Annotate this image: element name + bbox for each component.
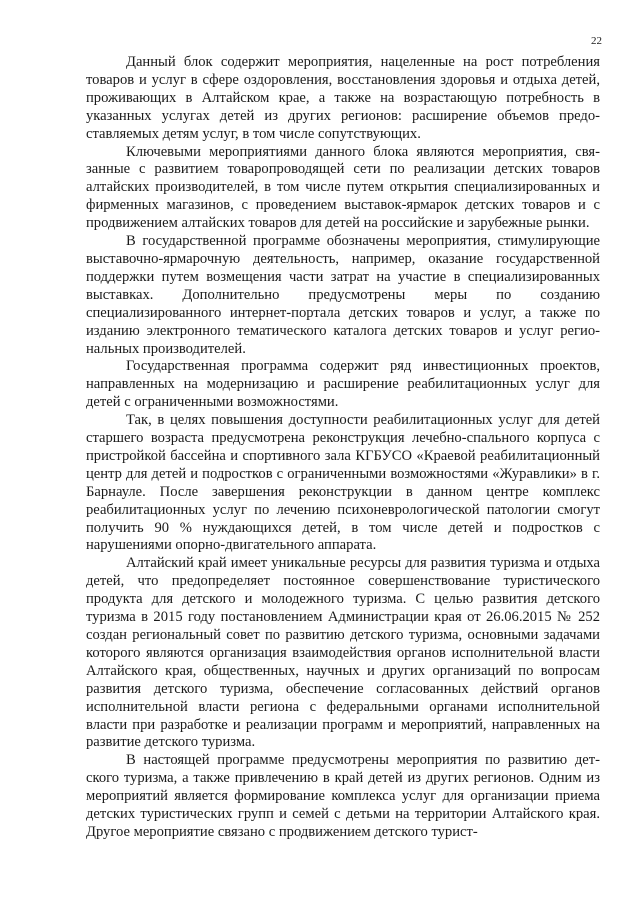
paragraph-7: В настоящей программе предусмотрены мероприятия по развитию детского туризма, а также привлечению в край детей из других регионов. Одним из мероприятий является формирование комплекса услуг для организации приема детских туристических групп и семей с детьми на территории Алтайского края. Другое мероприятие связано с продвижением детского турист- <box>86 752 600 840</box>
paragraph-5: Так, в целях повышения доступности реабилитационных услуг для детей старшего возраста предусмотрена реконструкция лечебно-спального корпуса с пристройкой бассейна и спортивного зала КГБУСО «Краевой реабилитационный центр для детей и подростков с ограниченными возможностями «Журавлики» в г. Барнауле. После завершения реконструкции в данном центре комплекс реабилитационных услуг по лечению психоневрологической патологии смогут получить 90 % нуждающихся детей, в том числе детей и подростков с нарушениями опорно-двигательного аппарата. <box>86 412 600 554</box>
paragraph-1: Данный блок содержит мероприятия, нацеленные на рост потребления товаров и услуг в сфере оздоровления, восстановления здоровья и отдыха детей, проживающих в Алтайском крае, а также на возрастающую потребность в указанных услугах детей из других регионов: расширение объемов предоставляемых детям услуг, в том числе сопутствующих. <box>86 54 600 142</box>
paragraph-4: Государственная программа содержит ряд инвестиционных проектов, направленных на модернизацию и расширение реабилитационных услуг для детей с ограниченными возможностями. <box>86 358 600 411</box>
body-text <box>86 54 600 842</box>
paragraph-2: Ключевыми мероприятиями данного блока являются мероприятия, связанные с развитием товаропроводящей сети по реализации детских товаров алтайских производителей, в том числе путем открытия специализированных и фирменных магазинов, с проведением выставок-ярмарок детских товаров и с продвижением алтайских товаров для детей на российские и зарубежные рынки. <box>86 143 600 232</box>
page-number: 22 <box>591 35 602 47</box>
paragraph-3: В государственной программе обозначены мероприятия, стимулирующие выставочно-ярмарочную деятельность, например, оказание государственной поддержки путем возмещения части затрат на участие в специализированных выставках. Дополнительно предусмотрены меры по созданию специализированного интернет-портала детских товаров и услуг, а также по изданию электронного тематического каталога детских товаров и услуг региональных производителей. <box>86 233 600 357</box>
paragraph-6: Алтайский край имеет уникальные ресурсы для развития туризма и отдыха детей, что предопределяет постоянное совершенствование туристического продукта для детского и молодежного туризма. С целью развития детского туризма в 2015 году постановлением Администрации края от 26.06.2015 № 252 создан региональный совет по развитию детского туризма, основными задачами которого являются организация взаимодействия органов исполнительной власти Алтайского края, общественных, научных и других организаций по вопросам развития детского туризма, обеспечение согласованных действий органов исполнительной власти региона с федеральными органами исполнительной власти при разработке и реализации программ и мероприятий, направленных на развитие детского туризма. <box>86 555 600 751</box>
